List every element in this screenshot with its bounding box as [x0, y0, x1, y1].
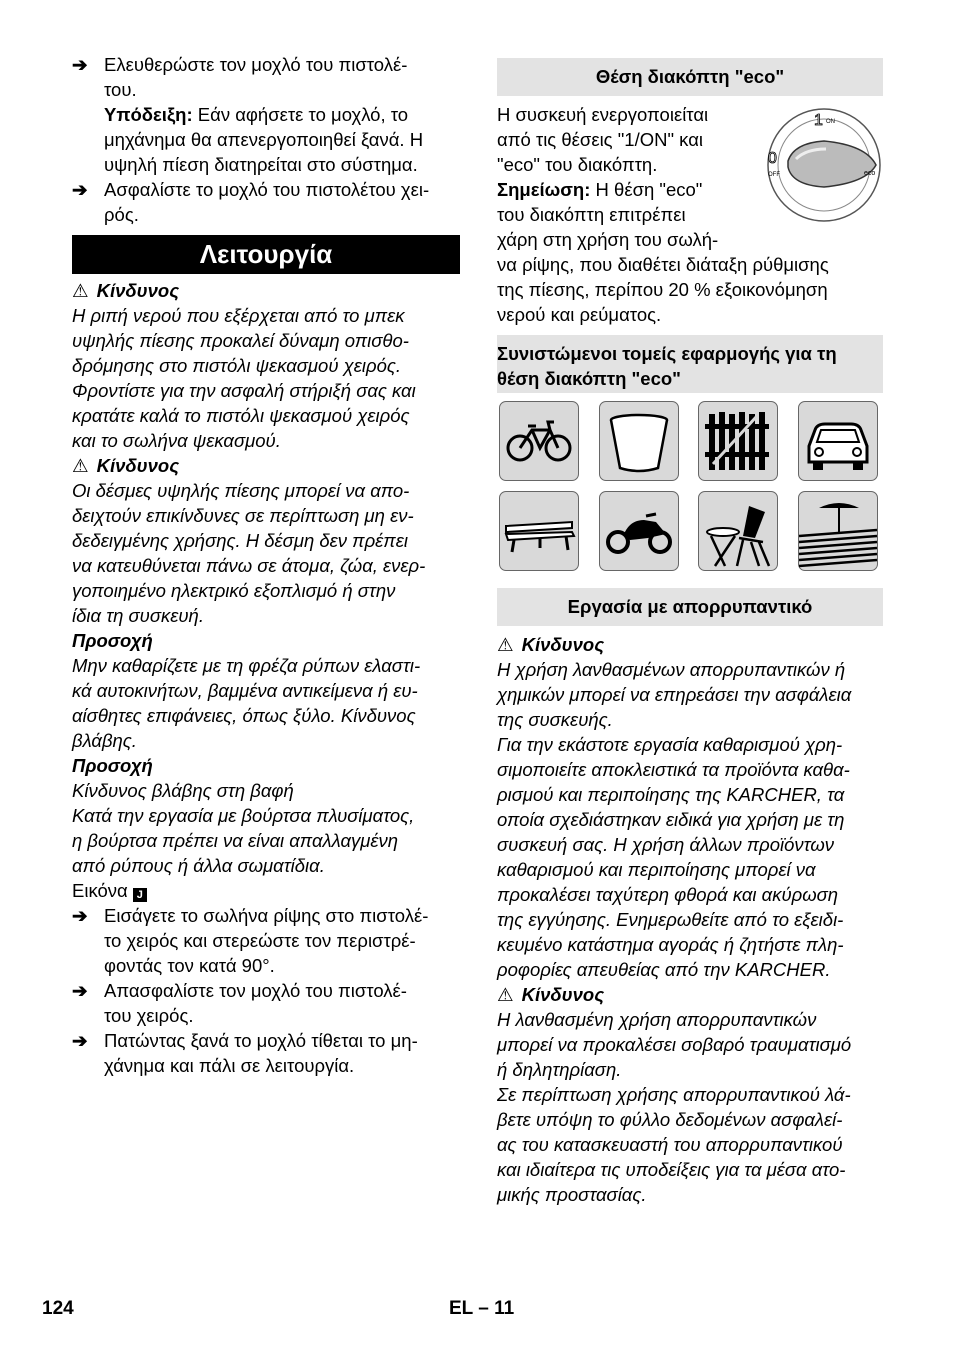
warning-triangle-icon: ⚠	[72, 455, 89, 476]
danger-text-detergent-injury: Η λανθασμένη χρήση απορρυπαντικών μπορεί να προκαλέσει σοβαρό τραυματισμό ή δηλητηρίαση. Σε περίπτωση χρήσης απορρυπαντικού λά- βετε υπόψη το φύλλο δεδομένων ασφαλεί- ας του κατασκευαστή του απορρυπαντικού και ιδιαίτερα τις υποδείξεις για τα μέσα ατο- μικής προστασίας.	[497, 1009, 852, 1205]
dial-label-eco: eco	[864, 170, 876, 177]
arrow-icon: ➔	[72, 980, 88, 1001]
eco-section-title: Θέση διακόπτη "eco"	[497, 58, 883, 96]
arrow-icon: ➔	[72, 179, 88, 200]
danger-heading: ⚠ Κίνδυνος	[497, 984, 605, 1005]
caution-heading: Προσοχή	[72, 755, 153, 776]
dial-label-one: 1	[814, 112, 823, 129]
fence-icon	[698, 401, 778, 481]
eco-switch-dial-illustration	[766, 103, 884, 225]
eco-text: Η συσκευή ενεργοποιείται από τις θέσεις "1/ON" και "eco" του διακόπτη. Σημείωση: Η θέση "eco" του διακόπτη επιτρέπει χάρη στη χρήση του σωλή- να ρίψης, που διαθέτει διάταξη ρύθμισης της πίεσης, περίπου 20 % εξοικονόμηση νερού και ρεύματος.	[497, 104, 829, 325]
dial-label-zero: 0	[768, 150, 777, 167]
section-title-operation: Λειτουργία	[72, 235, 460, 274]
danger-text-recoil: Η ριπή νερού που εξέρχεται από το μπεκ υψηλής πίεσης προκαλεί δύναμη οπισθο- δρόμησης στο πιστόλι ψεκασμού χειρός. Φροντίστε για την ασφαλή στήριξή σας και κρατάτε καλά το πιστόλι ψεκασμού χειρός και το σωλήνα ψεκασμού.	[72, 305, 416, 451]
warning-triangle-icon: ⚠	[497, 634, 514, 655]
flower-pot-icon	[599, 401, 679, 481]
bicycle-icon	[499, 401, 579, 481]
detergent-section	[497, 588, 883, 1207]
arrow-icon: ➔	[72, 1030, 88, 1051]
danger-text-jets: Οι δέσμες υψηλής πίεσης μπορεί να απο- δειχτούν επικίνδυνες σε περίπτωση μη εν- δεδειγμένης χρήσης. Η δέσμη δεν πρέπει να κατευθύνεται πάνω σε άτομα, ζώα, ενερ- γοποιημένο ηλεκτρικό εξοπλισμό ή στην ίδια τη συσκευή.	[72, 480, 426, 626]
danger-heading: ⚠ Κίνδυνος	[497, 634, 605, 655]
caution-text-brush: Κίνδυνος βλάβης στη βαφή Κατά την εργασία με βούρτσα πλυσίματος, η βούρτσα πρέπει να είναι απαλλαγμένη από ρύπους ή άλλα σωματίδια.	[72, 780, 415, 876]
detergent-section-title: Εργασία με απορρυπαντικό	[497, 588, 883, 626]
figure-ref-badge: J	[133, 888, 147, 902]
eco-applications-title: Συνιστώμενοι τομείς εφαρμογής για τη θέση διακόπτη "eco"	[497, 335, 883, 393]
danger-text-detergent-safety: Η χρήση λανθασμένων απορρυπαντικών ή χημικών μπορεί να επηρεάσει την ασφάλεια της συσκευής. Για την εκάστοτε εργασία καθαρισμού χρη- σιμοποιείτε αποκλειστικά τα προϊόντα καθα- ρισμού και περιποίησης της KARCHER, τα οποία σχεδιάστηκαν ειδικά για χρήση με τη συσκευή σας. Η χρήση άλλων προϊόντων καθαρισμού και περιποίησης μπορεί να προκαλέσει ταχύτερη φθορά και ακύρωση της εγγύησης. Ενημερωθείτε από το εξειδι- κευμένο κατάστημα αγοράς ή ζητήστε πλη- ροφορίες απευθείας από την KARCHER.	[497, 659, 852, 980]
step-lock-lever: ➔ Ασφαλίστε το μοχλό του πιστολέτου χει- ρός.	[72, 179, 430, 225]
terrace-icon	[798, 491, 878, 571]
step-restart: ➔ Πατώντας ξανά το μοχλό τίθεται το μη- χάνημα και πάλι σε λειτουργία.	[72, 1030, 418, 1076]
step-insert-lance: ➔ Εισάγετε το σωλήνα ρίψης στο πιστολέ- το χειρός και στερεώστε τον περιστρέ- φοντάς τον κατά 90°.	[72, 905, 429, 976]
figure-reference: Εικόνα J	[72, 878, 460, 903]
bench-icon	[499, 491, 579, 571]
note-paragraph: Υπόδειξη: Εάν αφήσετε το μοχλό, το μηχάνημα θα απενεργοποιηθεί ξανά. Η υψηλή πίεση διατηρείται στο σύστημα.	[104, 104, 424, 175]
dial-label-on: ON	[826, 119, 835, 125]
step-unlock-lever: ➔ Απασφαλίστε τον μοχλό του πιστολέ- του χειρός.	[72, 980, 407, 1026]
caution-heading: Προσοχή	[72, 630, 153, 651]
caution-text-dirt-blaster: Μην καθαρίζετε με τη φρέζα ρύπων ελαστι- κά αυτοκινήτων, βαμμένα αντικείμενα ή ευ- αίσθητες επιφάνειες, όπως ξύλο. Κίνδυνος βλάβης.	[72, 655, 421, 751]
page-number: 124	[42, 1298, 74, 1319]
danger-heading: ⚠ Κίνδυνος	[72, 455, 180, 476]
car-icon	[798, 401, 878, 481]
dial-label-off: OFF	[768, 172, 780, 178]
warning-triangle-icon: ⚠	[72, 280, 89, 301]
danger-heading: ⚠ Κίνδυνος	[72, 280, 180, 301]
arrow-icon: ➔	[72, 54, 88, 75]
step-release-lever: ➔ Ελευθερώστε τον μοχλό του πιστολέ- του.	[72, 54, 408, 100]
garden-furniture-icon	[698, 491, 778, 571]
arrow-icon: ➔	[72, 905, 88, 926]
left-column	[72, 52, 460, 1078]
motorcycle-icon	[599, 491, 679, 571]
warning-triangle-icon: ⚠	[497, 984, 514, 1005]
eco-application-icons	[497, 400, 883, 575]
footer-section-label: EL – 11	[449, 1298, 515, 1319]
